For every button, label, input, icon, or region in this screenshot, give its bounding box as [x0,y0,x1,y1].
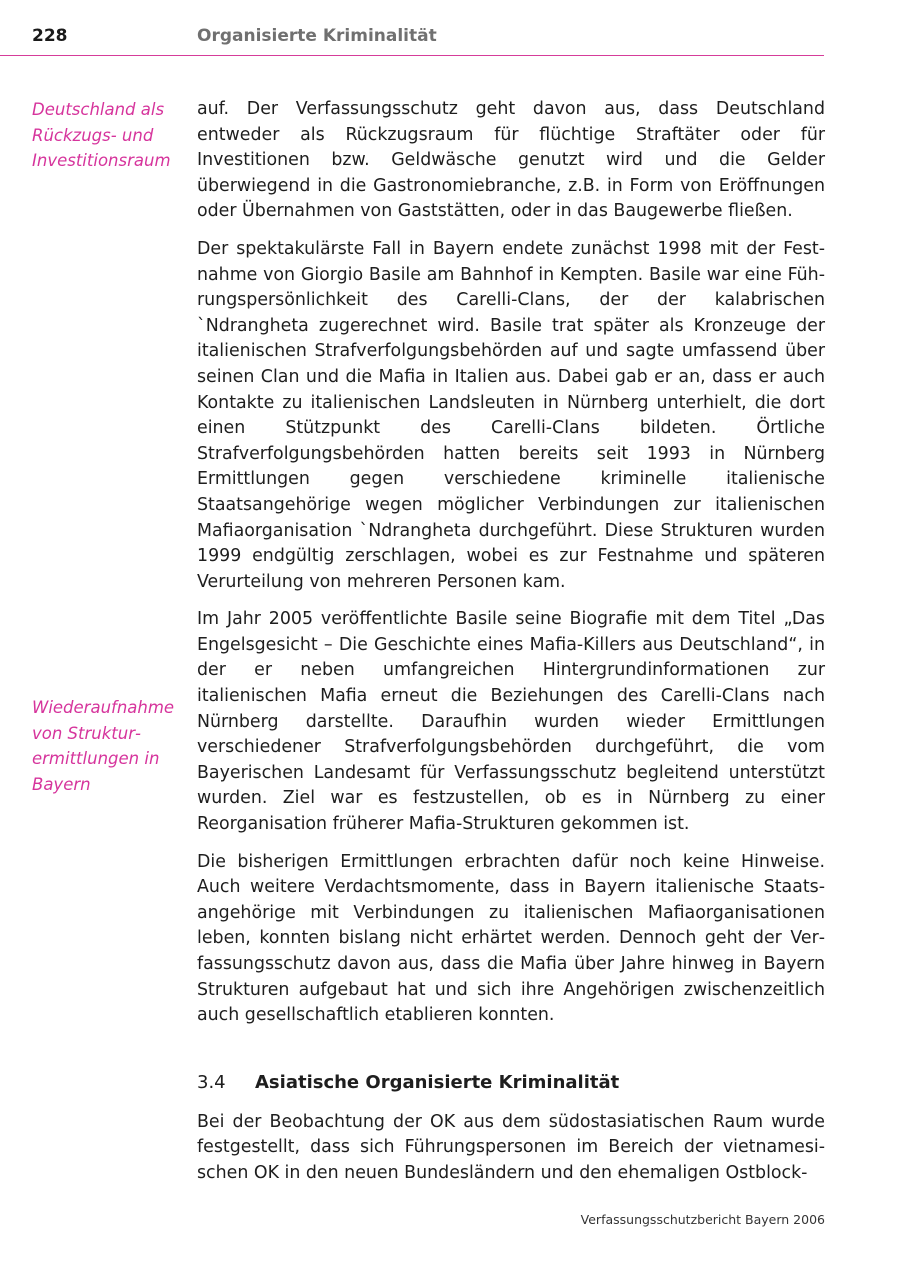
section-heading [197,1070,825,1096]
body-text [197,97,825,1199]
page-footer: Verfassungsschutzbericht Bayern 2006 [580,1212,825,1227]
section-paragraph: Bei der Beobachtung der OK aus dem südostasiatischen Raum wurde festgestellt, dass sich Führungspersonen im Bereich der vietnamesischen OK in den neuen Bundesländern und den ehemaligen Ostblock- [197,1111,825,1183]
paragraph: Die bisherigen Ermittlungen erbrachten dafür noch keine Hinweise. Auch weitere Verdachtsmomente, dass in Bayern italienische Staatsangehörige mit Verbindungen zu italienischen Mafiaorganisationen leben, konnten bislang nicht erhärtet werden. Dennoch geht der Verfassungsschutz davon aus, dass die Mafia über Jahre hinweg in Bayern Strukturen aufgebaut hat und sich ihre Angehörigen zwischenzeitlich auch gesellschaftlich etablieren konnten. [197,851,825,1026]
paragraph: auf. Der Verfassungsschutz geht davon aus, dass Deutschland entweder als Rückzugsraum für flüchtige Straftäter oder für Investitionen bzw. Geldwäsche genutzt wird und die Gelder überwiegend in die Gastronomiebranche, z.B. in Form von Eröffnungen oder Übernahmen von Gaststätten, oder in das Baugewerbe fließen. [197,99,825,222]
section-number: 3.4 [197,1071,226,1093]
running-title: Organisierte Kriminalität [197,26,437,46]
section-title: Asiatische Organisierte Kriminalität [255,1071,620,1093]
page-header [32,26,824,54]
header-divider [0,55,824,56]
margin-note-strukturermittlungen: Wiederaufnahme von Strukturermittlungen in Bayern [32,698,175,794]
page-number: 228 [32,26,68,46]
margin-note-rueckzugsraum: Deutschland als Rückzugs- und Investitionsraum [32,100,171,170]
paragraph: Im Jahr 2005 veröffentlichte Basile seine Biografie mit dem Titel „Das Engelsgesicht – Die Geschichte eines Mafia-Killers aus Deutschland“, in der er neben umfangreichen Hintergrundinformationen zur italienischen Mafia erneut die Beziehungen des Carelli-Clans nach Nürnberg darstellte. Daraufhin wurden wieder Ermittlungen verschiedener Strafverfolgungsbehörden durchgeführt, die vom Bayerischen Landesamt für Verfassungsschutz begleitend unterstützt wurden. Ziel war es festzustellen, ob es in Nürnberg zu einer Reorganisation früherer Mafia-Strukturen gekommen ist. [197,609,825,835]
paragraph: Der spektakulärste Fall in Bayern endete zunächst 1998 mit der Festnahme von Giorgio Basile am Bahnhof in Kempten. Basile war eine Führungspersönlichkeit des Carelli-Clans, der der kalabrischen `Ndrangheta zugerechnet wird. Basile trat später als Kronzeuge der italienischen Strafverfolgungsbehörden auf und sagte umfassend über seinen Clan und die Mafia in Italien aus. Dabei gab er an, dass er auch Kontakte zu italienischen Landsleuten in Nürnberg unterhielt, die dort einen Stützpunkt des Carelli-Clans bildeten. Örtliche Strafverfolgungsbehörden hatten bereits seit 1993 in Nürnberg Ermittlungen gegen verschiedene kriminelle italienische Staatsangehörige wegen möglicher Verbindungen zur italienischen Mafiaorganisation `Ndrangheta durchgeführt. Diese Strukturen wurden 1999 endgültig zerschlagen, wobei es zur Festnahme und späteren Verurteilung von mehreren Personen kam. [197,238,825,592]
